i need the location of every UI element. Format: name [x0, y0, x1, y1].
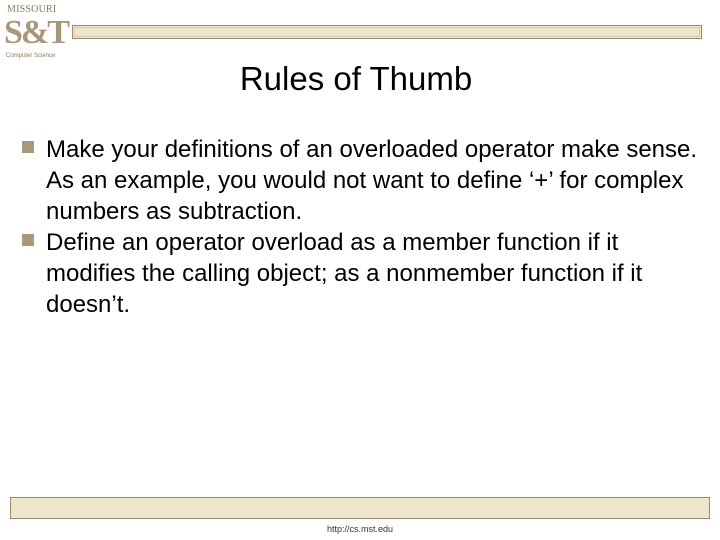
- bullet-text: Make your definitions of an overloaded operator make sense. As an example, you would not want to define ‘+’ for complex numbers as subtraction.: [46, 136, 698, 225]
- bullet-list: [22, 134, 702, 320]
- header-band-inner: [74, 27, 700, 37]
- logo-missouri-text: MISSOURI: [7, 4, 57, 15]
- footer-band: [10, 497, 710, 519]
- square-bullet-icon: [22, 141, 34, 153]
- bullet-item: [22, 227, 702, 320]
- slide-title: Rules of Thumb: [239, 60, 473, 97]
- footer-url[interactable]: http://cs.mst.edu: [326, 524, 394, 534]
- logo-department-text: Computer Science: [6, 53, 56, 59]
- header-band: [72, 25, 702, 39]
- logo-st-text: S&T: [4, 14, 68, 51]
- bullet-text: Define an operator overload as a member function if it modifies the calling object; as a nonmember function if it doesn’t.: [46, 229, 643, 318]
- missouri-st-logo: [4, 4, 68, 64]
- bullet-item: [22, 134, 702, 227]
- square-bullet-icon: [22, 234, 34, 246]
